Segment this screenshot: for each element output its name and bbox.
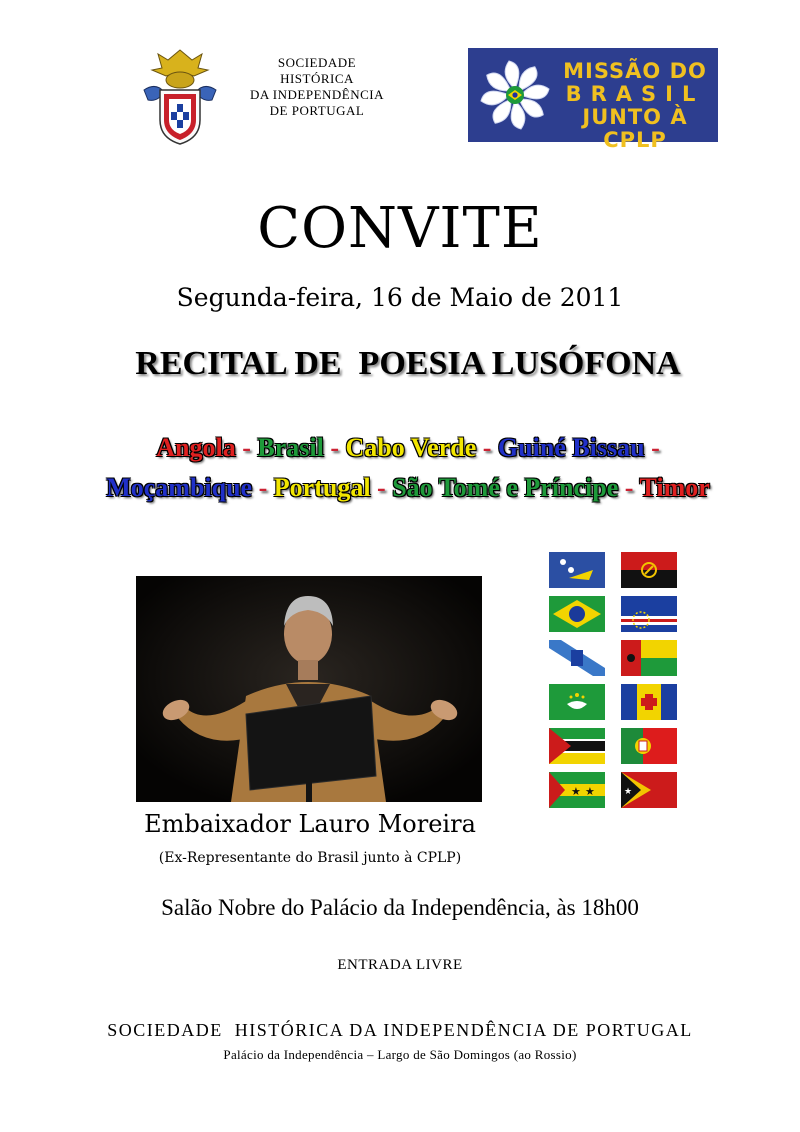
brazil-flag-icon — [549, 596, 605, 632]
country-line-2 — [0, 468, 800, 508]
ambassador-name: Embaixador Lauro Moreira — [144, 810, 476, 838]
society-line: HISTÓRICA — [280, 71, 354, 86]
society-line: DA INDEPENDÊNCIA — [249, 87, 385, 102]
entry-notice: ENTRADA LIVRE — [337, 957, 463, 973]
page-title: CONVITE — [257, 196, 543, 261]
separator: - — [476, 433, 498, 462]
pinwheel-logo-icon — [476, 56, 554, 134]
mission-logo-line: JUNTO À CPLP — [582, 105, 688, 152]
portugal-flag-icon — [621, 728, 677, 764]
ambassador-photo — [136, 576, 482, 802]
event-name: RECITAL DE POESIA LUSÓFONA — [135, 345, 681, 382]
galicia-flag-icon — [549, 640, 605, 676]
ambassador-role: (Ex-Representante do Brasil junto à CPLP) — [158, 850, 462, 866]
country-name: Angola — [156, 433, 236, 462]
footer-address: Palácio da Independência – Largo de São Domingos (ao Rossio) — [223, 1047, 577, 1062]
country-list — [0, 428, 800, 508]
macau-flag-icon — [549, 684, 605, 720]
society-name-header — [222, 55, 412, 119]
coat-of-arms-icon — [138, 46, 222, 146]
svg-text:★: ★ — [585, 785, 595, 798]
angola-flag-icon — [621, 552, 677, 588]
country-name: Brasil — [257, 433, 324, 462]
mission-logo-line: MISSÃO DO — [563, 59, 707, 83]
society-line: SOCIEDADE — [277, 55, 357, 70]
mission-logo-line: BRASIL — [565, 82, 705, 106]
event-venue: Salão Nobre do Palácio da Independência, às 18h00 — [161, 895, 639, 920]
separator: - — [370, 473, 393, 502]
separator: - — [618, 473, 640, 502]
east-timor-flag-icon — [621, 772, 677, 808]
madeira-flag-icon — [621, 684, 677, 720]
society-line: DE PORTUGAL — [269, 103, 365, 118]
country-line-1 — [0, 428, 800, 468]
country-name: Moçambique — [106, 473, 253, 502]
country-name: Cabo Verde — [345, 433, 477, 462]
footer-society-name: SOCIEDADE HISTÓRICA DA INDEPENDÊNCIA DE PORTUGAL — [107, 1020, 693, 1040]
separator: - — [323, 433, 346, 462]
sao-tome-flag-icon — [549, 772, 605, 808]
cplp-flag-icon — [549, 552, 605, 588]
svg-text:★: ★ — [571, 785, 581, 798]
guinea-bissau-flag-icon — [621, 640, 677, 676]
event-date: Segunda-feira, 16 de Maio de 2011 — [176, 283, 624, 312]
separator: - — [235, 433, 258, 462]
country-name: São Tomé e Príncipe — [392, 473, 619, 502]
separator: - — [252, 473, 274, 502]
cape-verde-flag-icon — [621, 596, 677, 632]
mozambique-flag-icon — [549, 728, 605, 764]
separator: - — [644, 433, 660, 462]
svg-text:★: ★ — [624, 787, 633, 797]
country-name: Portugal — [273, 473, 371, 502]
mission-brasil-cplp-logo — [468, 48, 718, 152]
country-name: Timor — [639, 473, 710, 502]
country-name: Guiné Bissau — [497, 433, 645, 462]
